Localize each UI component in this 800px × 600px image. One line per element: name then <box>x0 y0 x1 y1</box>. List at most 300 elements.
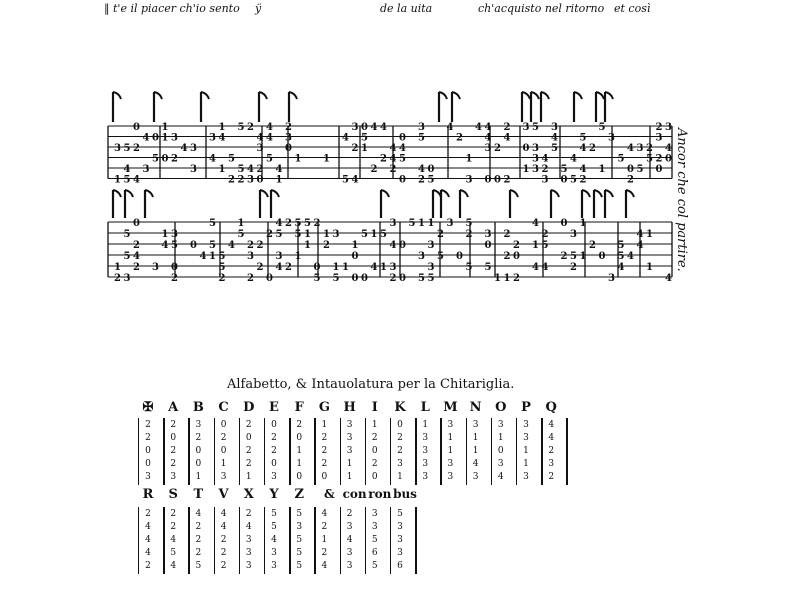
svg-text:0: 0 <box>456 251 463 262</box>
svg-text:1: 1 <box>332 262 340 273</box>
svg-text:0: 0 <box>351 251 359 262</box>
svg-text:3: 3 <box>247 251 254 262</box>
svg-text:4: 4 <box>636 240 644 251</box>
svg-text:4: 4 <box>446 122 454 133</box>
row2-fret-digit: 5 <box>296 535 303 545</box>
row2-fret-digit: 3 <box>397 535 403 545</box>
row1-grid-bar <box>289 418 290 485</box>
svg-text:0: 0 <box>285 143 292 154</box>
row1-label: N <box>469 400 482 415</box>
row1-fret-digit: 0 <box>271 420 277 430</box>
row2-fret-digit: 4 <box>145 535 151 545</box>
row1-fret-digit: 0 <box>371 472 378 482</box>
row2-grid-bar <box>365 507 366 574</box>
row1-fret-digit: 0 <box>497 446 504 456</box>
svg-text:3: 3 <box>522 122 530 133</box>
row2-fret-digit: 4 <box>220 509 227 519</box>
svg-text:3: 3 <box>418 122 425 133</box>
row1-label: O <box>495 400 507 415</box>
row2-grid-bar <box>163 507 164 574</box>
row1-fret-digit: 0 <box>296 433 303 443</box>
svg-text:3: 3 <box>142 164 150 175</box>
svg-text:4: 4 <box>256 132 264 144</box>
row2-fret-digit: 2 <box>220 535 227 545</box>
row1-fret-digit: 0 <box>145 459 151 469</box>
svg-text:3: 3 <box>532 164 539 175</box>
row2-fret-digit: 3 <box>397 548 403 558</box>
row2-fret-digit: 3 <box>271 548 277 558</box>
svg-text:3: 3 <box>209 132 216 144</box>
row2-fret-digit: 2 <box>321 548 328 558</box>
svg-text:4: 4 <box>247 164 254 175</box>
row1-fret-digit: 3 <box>523 472 529 482</box>
row1-label: A <box>168 400 179 415</box>
row2-fret-digit: 2 <box>145 509 151 519</box>
row1-fret-digit: 3 <box>220 472 227 482</box>
row1-fret-digit: 2 <box>296 420 303 430</box>
row1-fret-digit: 2 <box>145 433 151 443</box>
svg-text:0: 0 <box>266 273 273 284</box>
svg-text:0: 0 <box>190 240 197 251</box>
svg-text:1: 1 <box>646 262 653 273</box>
svg-text:2: 2 <box>589 240 596 251</box>
svg-text:3: 3 <box>484 229 492 240</box>
row1-fret-digit: 2 <box>245 420 252 430</box>
row1-fret-digit: 2 <box>271 446 277 456</box>
row2-grid-bar <box>214 507 215 574</box>
svg-text:1: 1 <box>503 273 511 284</box>
svg-text:4: 4 <box>133 251 140 262</box>
row1-label: E <box>269 400 279 415</box>
svg-text:2: 2 <box>285 218 292 229</box>
row1-grid-bar <box>264 418 265 485</box>
svg-text:2: 2 <box>256 164 264 175</box>
row1-fret-digit: 2 <box>321 433 328 443</box>
svg-text:4: 4 <box>228 240 235 251</box>
svg-text:0: 0 <box>399 240 406 251</box>
svg-text:4: 4 <box>484 132 492 144</box>
svg-text:3: 3 <box>608 273 615 284</box>
svg-text:2: 2 <box>171 153 178 165</box>
svg-text:5: 5 <box>123 143 131 154</box>
svg-text:1: 1 <box>427 218 435 229</box>
svg-text:3: 3 <box>532 153 539 165</box>
row2-fret-digit: 2 <box>220 561 227 571</box>
svg-text:1: 1 <box>218 164 226 175</box>
svg-text:2: 2 <box>513 273 520 284</box>
svg-text:1: 1 <box>304 240 311 251</box>
svg-text:0: 0 <box>494 174 501 186</box>
svg-text:5: 5 <box>266 153 273 165</box>
row1-fret-digit: 0 <box>145 446 151 456</box>
row1-fret-digit: 2 <box>170 459 177 469</box>
svg-text:5: 5 <box>437 251 444 262</box>
row1-fret-digit: 2 <box>145 420 151 430</box>
svg-text:5: 5 <box>294 229 302 240</box>
svg-text:1: 1 <box>294 251 302 262</box>
row1-fret-digit: 0 <box>271 459 277 469</box>
svg-text:2: 2 <box>370 164 378 175</box>
row1-fret-digit: 1 <box>472 433 479 443</box>
side-title: Ancor che col partire. <box>674 128 689 272</box>
svg-text:4: 4 <box>123 164 131 175</box>
row1-fret-digit: 2 <box>321 446 328 456</box>
row1-label: F <box>294 400 304 415</box>
svg-text:3: 3 <box>427 240 435 251</box>
row2-fret-digit: 5 <box>271 509 277 519</box>
svg-text:2: 2 <box>313 218 321 229</box>
svg-text:3: 3 <box>152 262 159 273</box>
row2-label: R <box>142 487 154 502</box>
svg-text:2: 2 <box>133 143 140 154</box>
svg-text:1: 1 <box>418 218 425 229</box>
lyric-fragment-2: ÿ <box>255 2 262 15</box>
row1-fret-digit: 4 <box>548 420 555 430</box>
svg-text:5: 5 <box>598 122 606 133</box>
svg-text:0: 0 <box>399 132 406 144</box>
row1-grid-bar <box>390 418 391 485</box>
svg-text:4: 4 <box>266 132 273 144</box>
svg-text:1: 1 <box>465 153 473 165</box>
row1-grid-bar <box>314 418 315 485</box>
row1-grid-bar <box>239 418 240 485</box>
row2-fret-digit: 6 <box>397 561 403 571</box>
svg-text:5: 5 <box>427 174 435 186</box>
svg-text:3: 3 <box>247 174 254 186</box>
svg-text:2: 2 <box>541 229 549 240</box>
row1-fret-digit: 2 <box>371 459 378 469</box>
row1-fret-digit: 1 <box>447 433 454 443</box>
svg-text:2: 2 <box>513 240 520 251</box>
svg-text:2: 2 <box>380 153 387 165</box>
svg-text:5: 5 <box>646 153 653 165</box>
svg-text:2: 2 <box>627 174 634 186</box>
svg-text:3: 3 <box>532 143 539 154</box>
row1-fret-digit: 0 <box>397 420 403 430</box>
row2-fret-digit: 3 <box>296 522 303 532</box>
svg-text:0: 0 <box>560 174 568 186</box>
row1-grid-bar <box>440 418 441 485</box>
row1-fret-digit: 0 <box>220 446 227 456</box>
svg-text:5: 5 <box>342 174 349 186</box>
svg-text:1: 1 <box>522 164 530 175</box>
svg-text:4: 4 <box>418 164 425 175</box>
row2-grid-bar <box>138 507 139 574</box>
svg-text:3: 3 <box>190 143 197 154</box>
svg-text:1: 1 <box>532 240 539 251</box>
row1-fret-digit: 1 <box>245 472 252 482</box>
svg-text:2: 2 <box>133 262 140 273</box>
row2-grid-bar <box>415 507 416 574</box>
row1-fret-digit: 2 <box>548 446 555 456</box>
svg-text:3: 3 <box>114 143 121 154</box>
svg-text:0: 0 <box>161 153 169 165</box>
svg-text:2: 2 <box>589 143 596 154</box>
lyric-fragment-5: et così <box>614 2 651 15</box>
svg-text:4: 4 <box>389 143 397 154</box>
svg-text:5: 5 <box>570 174 577 186</box>
row1-fret-digit: 0 <box>245 433 252 443</box>
row1-fret-digit: 2 <box>397 433 403 443</box>
row2-fret-digit: 5 <box>296 561 303 571</box>
svg-text:5: 5 <box>418 273 425 284</box>
svg-text:5: 5 <box>570 251 577 262</box>
svg-text:1: 1 <box>323 153 330 165</box>
row1-fret-digit: 2 <box>271 433 277 443</box>
svg-text:1: 1 <box>323 229 330 240</box>
row2-label: T <box>193 487 204 502</box>
svg-text:1: 1 <box>598 164 606 175</box>
svg-text:5: 5 <box>218 262 226 273</box>
svg-text:1: 1 <box>579 251 587 262</box>
svg-text:4: 4 <box>551 132 558 144</box>
svg-text:0: 0 <box>399 174 406 186</box>
row1-fret-digit: 1 <box>321 420 328 430</box>
row1-fret-digit: 3 <box>447 420 454 430</box>
svg-text:5: 5 <box>209 218 216 229</box>
row1-fret-digit: 0 <box>296 472 303 482</box>
svg-text:3: 3 <box>275 251 283 262</box>
svg-text:4: 4 <box>570 153 577 165</box>
row1-fret-digit: 2 <box>245 446 252 456</box>
row2-fret-digit: 4 <box>145 522 151 532</box>
svg-text:4: 4 <box>180 143 188 154</box>
svg-text:4: 4 <box>579 143 587 154</box>
row2-fret-digit: 2 <box>195 535 202 545</box>
svg-text:4: 4 <box>617 262 625 273</box>
svg-text:5: 5 <box>465 262 473 273</box>
svg-text:4: 4 <box>627 143 634 154</box>
row1-label: D <box>243 400 255 415</box>
lyric-fragment-4: ch'acquisto nel ritorno <box>478 2 605 15</box>
svg-text:3: 3 <box>465 174 473 186</box>
row2-fret-digit: 4 <box>245 522 252 532</box>
svg-text:2: 2 <box>437 229 444 240</box>
svg-text:4: 4 <box>370 122 378 133</box>
svg-text:4: 4 <box>665 273 672 284</box>
row1-fret-digit: 3 <box>346 420 353 430</box>
row2-fret-digit: 2 <box>145 561 151 571</box>
row1-fret-digit: 1 <box>397 472 403 482</box>
row1-label: ✠ <box>142 400 154 415</box>
svg-text:5: 5 <box>218 251 226 262</box>
row1-fret-digit: 0 <box>195 446 202 456</box>
row2-fret-digit: 4 <box>170 535 177 545</box>
svg-text:1: 1 <box>161 122 169 133</box>
svg-text:5: 5 <box>617 251 625 262</box>
svg-text:0: 0 <box>152 132 159 144</box>
svg-text:1: 1 <box>351 240 359 251</box>
svg-text:3: 3 <box>418 251 425 262</box>
row1-fret-digit: 4 <box>472 459 479 469</box>
row1-fret-digit: 0 <box>371 446 378 456</box>
svg-text:0: 0 <box>522 143 530 154</box>
svg-text:5: 5 <box>380 229 387 240</box>
svg-text:4: 4 <box>503 132 511 144</box>
row2-fret-digit: 2 <box>170 522 177 532</box>
svg-text:2: 2 <box>579 174 587 186</box>
row2-fret-digit: 6 <box>371 548 378 558</box>
svg-text:3: 3 <box>446 218 454 229</box>
svg-text:0: 0 <box>351 273 359 284</box>
row2-label: con <box>342 487 367 501</box>
svg-text:4: 4 <box>351 174 359 186</box>
row1-fret-digit: 3 <box>145 472 151 482</box>
svg-text:1: 1 <box>161 132 169 144</box>
row1-label: H <box>343 400 356 415</box>
svg-text:5: 5 <box>427 273 435 284</box>
row2-fret-digit: 5 <box>371 535 378 545</box>
row2-fret-digit: 4 <box>321 561 328 571</box>
row1-fret-digit: 3 <box>422 446 429 456</box>
row1-fret-digit: 2 <box>195 433 202 443</box>
row1-fret-digit: 3 <box>195 420 202 430</box>
alphabet-caption: Alfabetto, & Intauolatura per la Chitariglia. <box>227 377 515 392</box>
svg-text:1: 1 <box>370 229 378 240</box>
row2-fret-digit: 3 <box>371 509 378 519</box>
row2-fret-digit: 3 <box>245 548 252 558</box>
svg-text:1: 1 <box>114 262 121 273</box>
row2-fret-digit: 3 <box>346 561 353 571</box>
svg-text:3: 3 <box>484 143 492 154</box>
svg-text:5: 5 <box>418 132 425 144</box>
row2-fret-digit: 2 <box>321 522 328 532</box>
svg-text:2: 2 <box>247 122 254 133</box>
row2-fret-digit: 3 <box>245 535 252 545</box>
svg-text:2: 2 <box>494 143 501 154</box>
row1-fret-digit: 2 <box>220 433 227 443</box>
row1-fret-digit: 2 <box>321 459 328 469</box>
svg-text:3: 3 <box>570 229 577 240</box>
svg-text:0: 0 <box>256 174 264 186</box>
svg-text:4: 4 <box>484 122 492 133</box>
row1-label: M <box>443 400 458 415</box>
svg-text:2: 2 <box>285 262 292 273</box>
svg-text:5: 5 <box>313 273 321 284</box>
row2-fret-digit: 5 <box>271 522 277 532</box>
row1-fret-digit: 3 <box>472 472 479 482</box>
svg-text:2: 2 <box>323 240 330 251</box>
row1-fret-digit: 2 <box>548 472 555 482</box>
svg-text:1: 1 <box>294 153 302 165</box>
svg-text:5: 5 <box>294 218 302 229</box>
row1-fret-digit: 0 <box>170 433 177 443</box>
svg-text:4: 4 <box>275 218 283 229</box>
svg-text:2: 2 <box>247 273 254 284</box>
row1-fret-digit: 3 <box>472 420 479 430</box>
row1-grid-bar <box>365 418 366 485</box>
row1-grid-bar <box>516 418 517 485</box>
svg-text:0: 0 <box>484 174 492 186</box>
svg-text:3: 3 <box>285 132 292 144</box>
row1-fret-digit: 1 <box>346 472 353 482</box>
row2-label: Y <box>269 487 279 502</box>
row2-grid-bar <box>289 507 290 574</box>
svg-text:3: 3 <box>541 174 549 186</box>
svg-text:3: 3 <box>655 132 663 144</box>
svg-text:3: 3 <box>389 218 397 229</box>
svg-text:2: 2 <box>133 240 140 251</box>
svg-text:4: 4 <box>541 153 549 165</box>
svg-text:2: 2 <box>456 132 463 144</box>
row2-label: Z <box>294 487 304 502</box>
svg-text:0: 0 <box>133 218 140 229</box>
svg-text:2: 2 <box>256 240 264 251</box>
row1-fret-digit: 2 <box>397 446 403 456</box>
svg-text:4: 4 <box>541 262 549 273</box>
svg-text:4: 4 <box>532 218 539 229</box>
svg-text:1: 1 <box>304 229 311 240</box>
row2-label: & <box>323 487 335 501</box>
row1-fret-digit: 1 <box>447 446 454 456</box>
row1-fret-digit: 4 <box>548 433 555 443</box>
row1-fret-digit: 3 <box>422 459 429 469</box>
row2-fret-digit: 4 <box>271 535 277 545</box>
svg-text:0: 0 <box>627 164 634 175</box>
svg-text:4: 4 <box>579 164 587 175</box>
svg-text:2: 2 <box>114 273 121 284</box>
svg-text:2: 2 <box>237 174 245 186</box>
row2-grid-bar <box>390 507 391 574</box>
svg-text:1: 1 <box>579 218 587 229</box>
row2-grid-bar <box>340 507 341 574</box>
row1-fret-digit: 1 <box>472 446 479 456</box>
svg-text:0: 0 <box>513 251 520 262</box>
svg-text:0: 0 <box>484 240 492 251</box>
svg-text:5: 5 <box>560 164 568 175</box>
svg-text:2: 2 <box>256 262 264 273</box>
row1-fret-digit: 3 <box>497 459 504 469</box>
svg-text:3: 3 <box>389 262 397 273</box>
svg-text:3: 3 <box>608 132 615 144</box>
svg-text:5: 5 <box>123 174 131 186</box>
row1-label: K <box>394 400 406 415</box>
svg-text:3: 3 <box>256 143 264 154</box>
svg-text:4: 4 <box>342 132 349 144</box>
svg-text:5: 5 <box>636 164 644 175</box>
row2-fret-digit: 2 <box>220 548 227 558</box>
row1-fret-digit: 3 <box>346 433 353 443</box>
row1-fret-digit: 0 <box>321 472 328 482</box>
svg-text:0: 0 <box>313 262 321 273</box>
svg-text:2: 2 <box>655 122 663 133</box>
row1-fret-digit: 3 <box>271 472 277 482</box>
row1-fret-digit: 3 <box>397 459 403 469</box>
svg-text:4: 4 <box>266 122 273 133</box>
row2-fret-digit: 4 <box>195 509 202 519</box>
svg-text:5: 5 <box>123 251 131 262</box>
row1-fret-digit: 2 <box>245 459 252 469</box>
svg-text:4: 4 <box>209 153 216 165</box>
row2-fret-digit: 5 <box>195 561 202 571</box>
svg-text:3: 3 <box>665 122 672 133</box>
row1-fret-digit: 1 <box>371 420 378 430</box>
row1-fret-digit: 0 <box>195 459 202 469</box>
svg-text:1: 1 <box>275 174 283 186</box>
row2-fret-digit: 1 <box>321 535 328 545</box>
row2-fret-digit: 3 <box>346 548 353 558</box>
row2-label: X <box>243 487 254 502</box>
svg-text:1: 1 <box>646 229 653 240</box>
row1-label: I <box>371 400 378 415</box>
row1-grid-bar <box>340 418 341 485</box>
svg-text:0: 0 <box>560 218 568 229</box>
row1-fret-digit: 2 <box>170 446 177 456</box>
svg-text:5: 5 <box>304 218 311 229</box>
svg-text:2: 2 <box>285 122 292 133</box>
row1-grid-bar <box>491 418 492 485</box>
row2-fret-digit: 4 <box>321 509 328 519</box>
